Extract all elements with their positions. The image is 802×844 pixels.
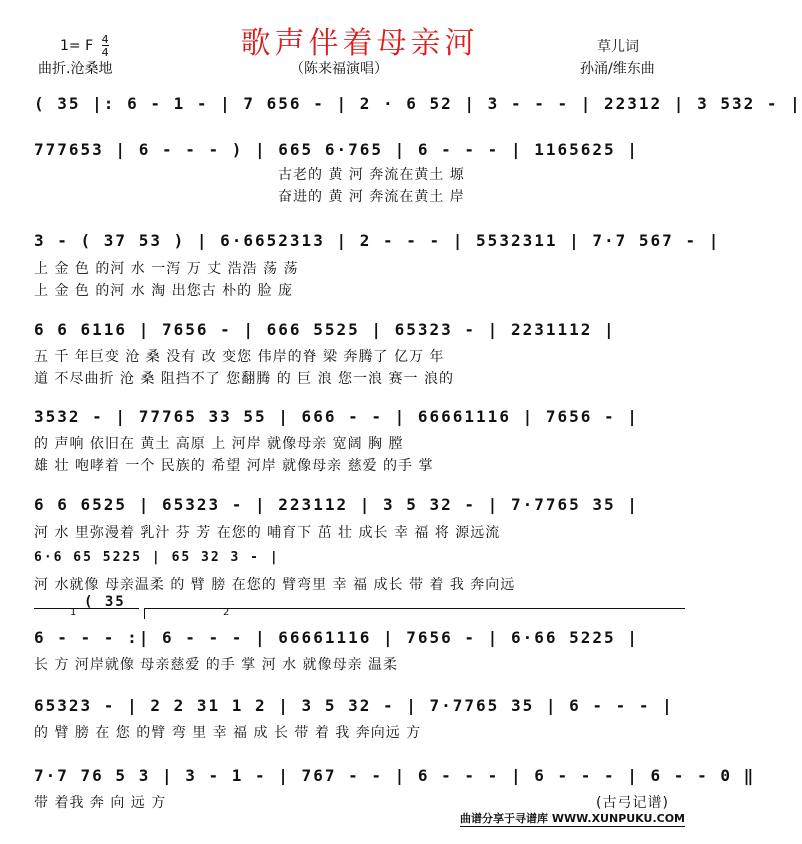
volta-1-label: 1 <box>70 607 77 618</box>
lyric-row-8: 长 方 河岸就像 母亲慈爱 的手 掌 河 水 就像母亲 温柔 <box>34 657 399 673</box>
time-bottom: 4 <box>101 46 109 59</box>
notation-row-7: 6·6 65 5225 | 65 32 3 - | <box>34 550 280 565</box>
notation-row-4: 6 6 6116 | 7656 - | 666 5525 | 65323 - | 2231112 | <box>34 320 616 339</box>
notation-row-2: 777653 | 6 - - - ) | 665 6·765 | 6 - - - | 1165625 | <box>34 140 639 159</box>
song-title: 歌声伴着母亲河 <box>240 26 479 61</box>
lyric-row-7: 河 水就像 母亲温柔 的 臂 膀 在您的 臂弯里 幸 福 成长 带 着 我 奔向远 <box>34 577 516 593</box>
lyric-row-6: 河 水 里弥漫着 乳汁 芬 芳 在您的 哺育下 茁 壮 成长 幸 福 将 源远流 <box>34 525 501 541</box>
transcriber-note: (古弓记谱) <box>596 795 669 811</box>
lyric-row-2-verse-1: 古老的 黄 河 奔流在黄土 塬 <box>278 167 465 183</box>
key-text: 1= F <box>60 38 94 54</box>
composer-credit: 孙涌/维东曲 <box>580 61 655 77</box>
notation-row-3: 3 - ( 37 53 ) | 6·6652313 | 2 - - - | 5532311 | 7·7 567 - | <box>34 231 721 250</box>
lyric-row-2-verse-2: 奋进的 黄 河 奔流在黄土 岸 <box>278 189 465 205</box>
notation-row-10: 7·7 76 5 3 | 3 - 1 - | 767 - - | 6 - - - | 6 - - - | 6 - - 0 ‖ <box>34 766 756 785</box>
lyric-row-3-verse-1: 上 金 色 的河 水 一泻 万 丈 浩浩 荡 荡 <box>34 261 299 277</box>
credit-line-2: WWW.XUNPUKU.COM <box>551 812 685 825</box>
lyric-row-5-verse-2: 雄 壮 咆哮着 一个 民族的 希望 河岸 就像母亲 慈爱 的手 掌 <box>34 458 434 474</box>
performance-style: 曲折.沧桑地 <box>38 61 113 77</box>
lyric-row-5-verse-1: 的 声响 依旧在 黄土 高原 上 河岸 就像母亲 宽阔 胸 膛 <box>34 436 404 452</box>
notation-row-9: 65323 - | 2 2 31 1 2 | 3 5 32 - | 7·7765 35 | 6 - - - | <box>34 696 674 715</box>
lyric-row-4-verse-1: 五 千 年巨变 沧 桑 没有 改 变您 伟岸的脊 梁 奔腾了 亿万 年 <box>34 349 445 365</box>
notation-row-6: 6 6 6525 | 65323 - | 223112 | 3 5 32 - | 7·7765 35 | <box>34 495 639 514</box>
volta-2-label: 2 <box>223 607 230 618</box>
time-signature <box>102 34 109 58</box>
volta-pickup-notes: ( 35 <box>84 594 126 610</box>
credit-line-1: 曲谱分享于寻谱库 <box>460 812 549 825</box>
singer-credit: （陈来福演唱） <box>290 61 388 77</box>
notation-row-5: 3532 - | 77765 33 55 | 666 - - | 66661116 | 7656 - | <box>34 407 639 426</box>
source-credit <box>460 810 685 827</box>
lyric-row-3-verse-2: 上 金 色 的河 水 淘 出您古 朴的 脸 庞 <box>34 283 294 299</box>
time-top: 4 <box>101 33 109 46</box>
notation-row-8: 6 - - - :| 6 - - - | 66661116 | 7656 - | 6·66 5225 | <box>34 628 639 647</box>
notation-row-1: ( 35 |: 6 - 1 - | 7 656 - | 2 · 6 52 | 3 - - - | 22312 | 3 532 - | <box>34 94 802 113</box>
key-signature <box>60 34 109 58</box>
lyricist-credit: 草儿词 <box>597 39 639 55</box>
lyric-row-10: 带 着我 奔 向 远 方 <box>34 795 167 811</box>
lyric-row-4-verse-2: 道 不尽曲折 沧 桑 阻挡不了 您翻腾 的 巨 浪 您一浪 赛一 浪的 <box>34 371 454 387</box>
volta-bracket-2 <box>144 608 685 619</box>
lyric-row-9: 的 臂 膀 在 您 的臂 弯 里 幸 福 成 长 带 着 我 奔向远 方 <box>34 725 422 741</box>
